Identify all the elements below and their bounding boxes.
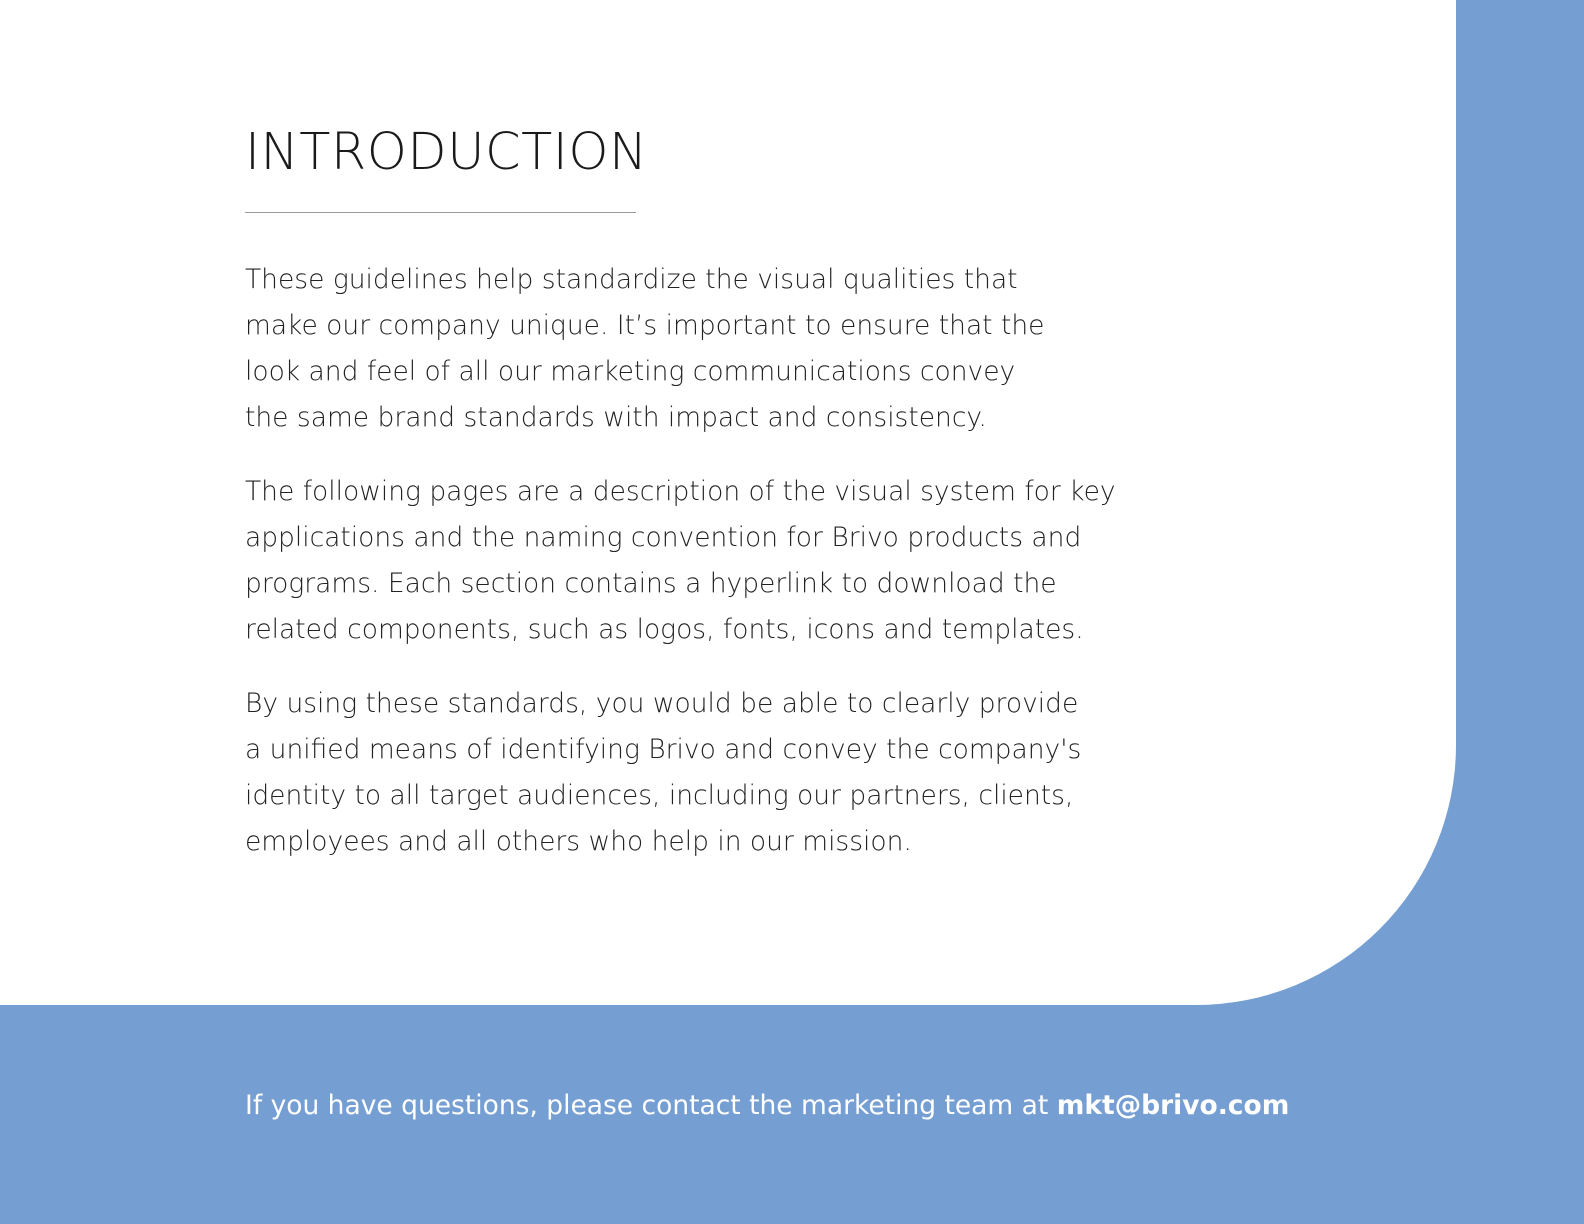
paragraph-line: make our company unique. It’s important to ensure that the bbox=[245, 310, 1045, 341]
paragraph-line: By using these standards, you would be able to clearly provide bbox=[245, 688, 1079, 719]
paragraph-line: related components, such as logos, fonts, icons and templates. bbox=[245, 614, 1084, 645]
page-title: INTRODUCTION bbox=[245, 123, 648, 182]
paragraph-line: applications and the naming convention for Brivo products and bbox=[245, 522, 1082, 553]
intro-paragraph-2 bbox=[245, 469, 1116, 653]
paragraph-line: a unified means of identifying Brivo and convey the company's bbox=[245, 734, 1082, 765]
footer-contact-text: If you have questions, please contact the marketing team at bbox=[245, 1090, 1057, 1121]
intro-paragraph-3 bbox=[245, 681, 1081, 865]
paragraph-line: programs. Each section contains a hyperlink to download the bbox=[245, 568, 1057, 599]
paragraph-line: identity to all target audiences, including our partners, clients, bbox=[245, 780, 1074, 811]
paragraph-line: the same brand standards with impact and consistency. bbox=[245, 402, 987, 433]
title-divider bbox=[245, 212, 636, 213]
paragraph-line: These guidelines help standardize the visual qualities that bbox=[245, 264, 1018, 295]
contact-email-link[interactable]: mkt@brivo.com bbox=[1056, 1090, 1290, 1121]
intro-paragraph-1 bbox=[245, 257, 1045, 441]
footer-contact bbox=[245, 1086, 1289, 1126]
paragraph-line: employees and all others who help in our mission. bbox=[245, 826, 912, 857]
paragraph-line: The following pages are a description of the visual system for key bbox=[245, 476, 1116, 507]
paragraph-line: look and feel of all our marketing communications convey bbox=[245, 356, 1016, 387]
